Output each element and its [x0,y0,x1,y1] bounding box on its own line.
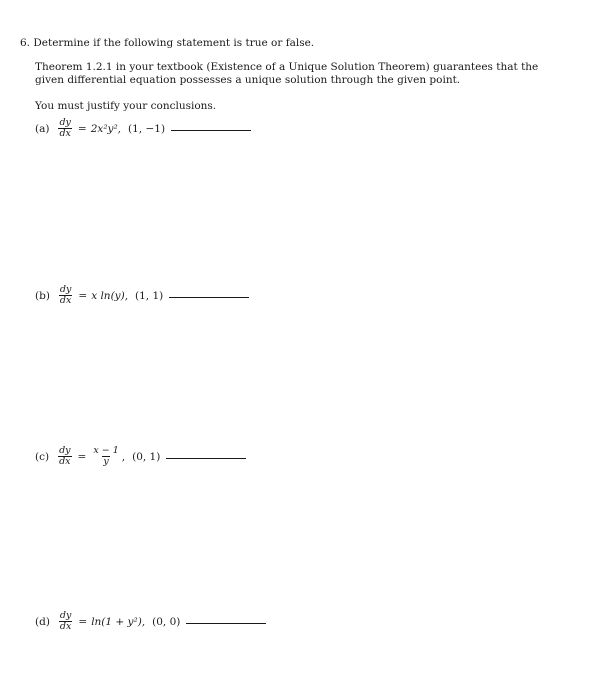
fraction-denominator: dx [59,456,71,467]
right-hand-side: ln(1 + y²), [91,615,146,628]
part-a [35,118,251,139]
right-hand-side: x ln(y), [91,289,129,302]
initial-point: (1, −1) [128,122,166,135]
derivative-fraction [58,446,71,467]
derivative-fraction [59,285,72,306]
rhs-fraction [92,446,119,467]
problem-title: 6. Determine if the following statement is true or false. [20,37,315,49]
derivative-fraction [58,118,71,139]
fraction-denominator: dx [59,621,72,632]
instruction-text: You must justify your conclusions. [35,100,217,112]
part-c [35,446,246,467]
equals-sign: = [78,615,88,628]
fraction-numerator: x − 1 [93,445,119,456]
equals-sign: = [78,289,88,302]
equals-sign: = [77,122,87,135]
part-d [35,611,266,632]
answer-blank[interactable] [171,130,251,131]
answer-blank[interactable] [169,297,249,298]
fraction-denominator: y [103,456,109,467]
part-label: (b) [35,289,50,302]
part-label: (c) [35,450,50,463]
initial-point: (1, 1) [135,289,164,302]
comma: , [121,450,126,463]
initial-point: (0, 0) [152,615,181,628]
fraction-denominator: dx [59,295,72,306]
fraction-denominator: dx [59,128,71,139]
fraction-numerator: dy [59,610,72,621]
part-b [35,285,249,306]
answer-blank[interactable] [166,458,246,459]
derivative-fraction [59,611,72,632]
fraction-numerator: dy [59,445,71,456]
equals-sign: = [77,450,87,463]
right-hand-side: 2x²y², [90,122,122,135]
part-label: (a) [35,122,50,135]
answer-blank[interactable] [186,623,266,624]
fraction-numerator: dy [59,284,72,295]
part-label: (d) [35,615,50,628]
fraction-numerator: dy [59,117,71,128]
theorem-statement: Theorem 1.2.1 in your textbook (Existence of a Unique Solution Theorem) guarantees that the given differential equation possesses a unique solution through the given point. [35,61,539,86]
initial-point: (0, 1) [132,450,161,463]
